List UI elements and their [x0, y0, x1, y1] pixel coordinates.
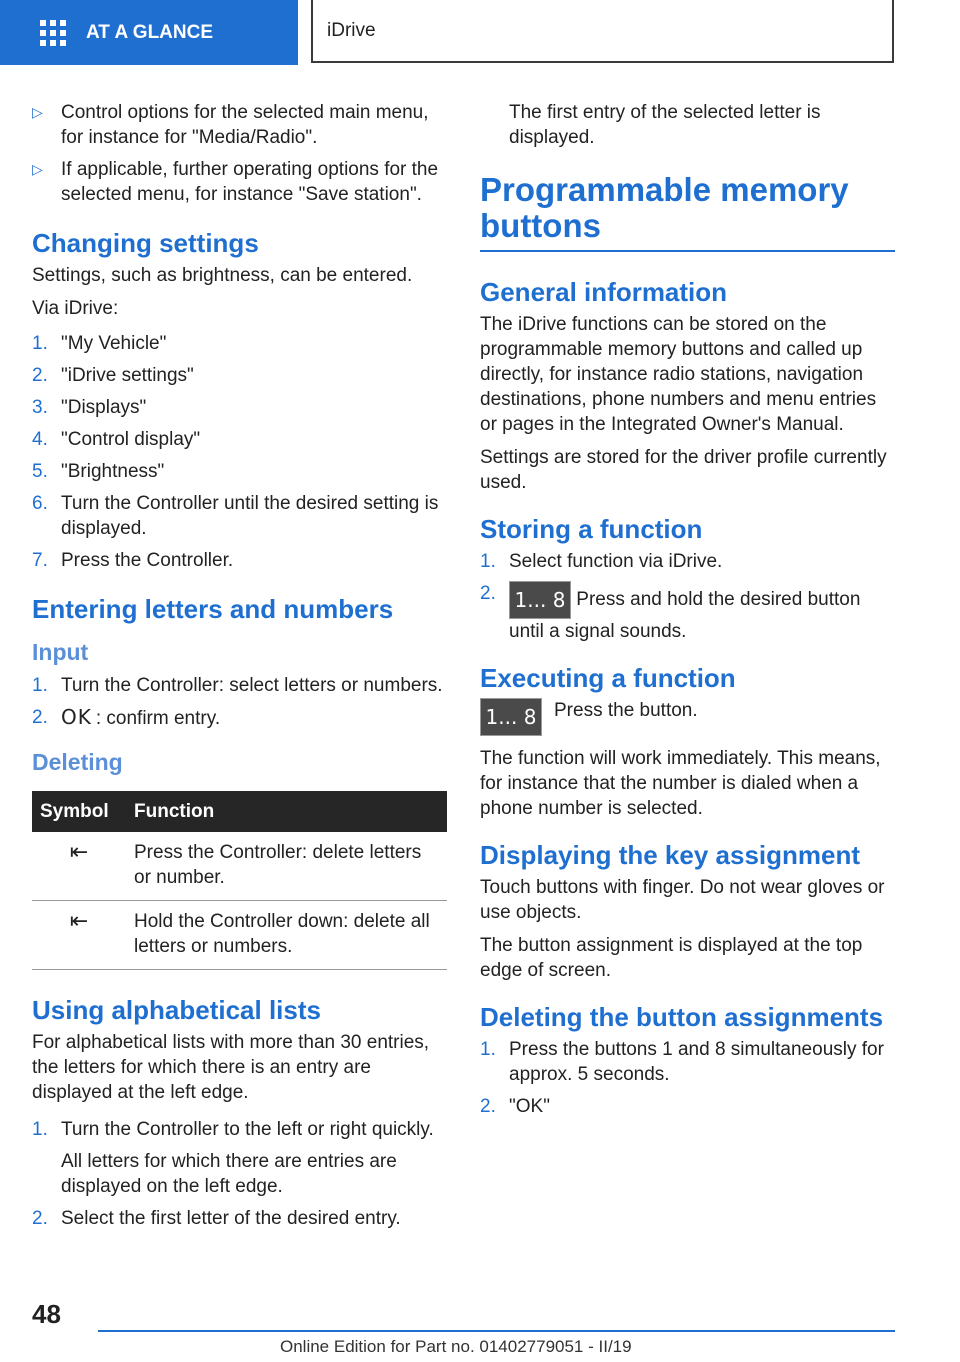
paragraph: Via iDrive:: [32, 298, 119, 319]
step-item: 7. Press the Controller.: [32, 550, 234, 571]
paragraph: Settings, such as brightness, can be entered.: [32, 265, 413, 286]
heading-programmable-buttons: Programmable memory buttons: [480, 172, 895, 252]
bullet-list: [32, 100, 447, 207]
symbol-table: [32, 791, 447, 970]
step-item: 1. Turn the Controller to the left or right quickly. All letters for which there are entries are displayed on the left edge.: [32, 1117, 447, 1199]
paragraph: The function will work immediately. This means, for instance that the number is dialed when a phone number is selected.: [480, 748, 881, 819]
step-item: 2. Select the first letter of the desired entry.: [32, 1208, 401, 1229]
heading-storing: Storing a function: [480, 514, 703, 544]
paragraph: The iDrive functions can be stored on the programmable memory buttons and called up directly, for instance radio stations, navigation destinations, phone numbers and menu entries or pages in the Integrated Owner's Manual.: [480, 314, 877, 435]
step-item: 4. "Control display": [32, 429, 201, 450]
heading-deleting-assignments: Deleting the button assignments: [480, 1002, 884, 1032]
steps-list: [32, 331, 447, 573]
step-item: 1. "My Vehicle": [32, 333, 167, 354]
table-header-row: [32, 791, 447, 832]
section-title-box: [311, 0, 894, 63]
paragraph: The first entry of the selected letter is displayed.: [509, 102, 821, 148]
delete-back-icon: ⇤: [32, 832, 126, 901]
paragraph: Touch buttons with finger. Do not wear gloves or use objects.: [480, 877, 885, 923]
step-item: 2. OK : confirm entry.: [32, 705, 221, 729]
memory-button-icon: 1... 8: [509, 581, 571, 619]
exec-row: [480, 698, 895, 736]
list-item: ▷ If applicable, further operating options for the selected menu, for instance "Save station".: [32, 159, 439, 205]
step-item: 1. Select function via iDrive.: [480, 551, 723, 572]
table-cell: Hold the Controller down: delete all letters or numbers.: [126, 901, 447, 970]
paragraph: Settings are stored for the driver profile currently used.: [480, 447, 887, 493]
step-item: 6. Turn the Controller until the desired setting is displayed.: [32, 493, 439, 539]
step-item: 2. "iDrive settings": [32, 365, 194, 386]
section-tab-label: AT A GLANCE: [86, 22, 214, 43]
memory-button-icon: 1... 8: [480, 698, 542, 736]
heading-deleting: Deleting: [32, 749, 123, 775]
heading-entering: Entering letters and numbers: [32, 594, 394, 624]
step-item: 1. Press the buttons 1 and 8 simultaneously for approx. 5 seconds.: [480, 1039, 884, 1085]
left-column: [32, 100, 447, 1238]
step-item: 5. "Brightness": [32, 461, 165, 482]
table-header: Symbol: [32, 791, 126, 832]
paragraph: For alphabetical lists with more than 30 entries, the letters for which there is an entry are displayed at the left edge.: [32, 1032, 430, 1103]
grid-icon: [40, 20, 66, 46]
list-item: ▷ Control options for the selected main menu, for instance for "Media/Radio".: [32, 102, 429, 148]
heading-general-info: General information: [480, 277, 728, 307]
ok-icon: OK: [61, 705, 92, 729]
step-item: 2. 1... 8 Press and hold the desired button until a signal sounds.: [480, 583, 861, 642]
triangle-bullet-icon: ▷: [32, 161, 43, 177]
section-tab[interactable]: [0, 0, 298, 65]
steps-list: [480, 1037, 895, 1119]
step-item: 1. Turn the Controller: select letters or numbers.: [32, 675, 443, 696]
section-title: iDrive: [327, 20, 376, 41]
table-header: Function: [126, 791, 447, 832]
steps-list: [480, 549, 895, 644]
paragraph: The button assignment is displayed at the top edge of screen.: [480, 935, 863, 981]
right-column: [480, 100, 895, 1126]
page-number: 48: [32, 1299, 61, 1329]
heading-changing-settings: Changing settings: [32, 228, 259, 258]
triangle-bullet-icon: ▷: [32, 104, 43, 120]
footer-divider: [98, 1330, 895, 1332]
table-row: [32, 832, 447, 901]
steps-list: [32, 673, 447, 731]
footer-edition: Online Edition for Part no. 01402779051 - II/19: [280, 1337, 632, 1356]
table-cell: Press the Controller: delete letters or number.: [126, 832, 447, 901]
heading-input: Input: [32, 639, 89, 665]
delete-back-icon: ⇤: [32, 901, 126, 970]
paragraph: Press the button.: [554, 700, 698, 721]
heading-executing: Executing a function: [480, 663, 736, 693]
step-note: All letters for which there are entries are displayed on the left edge.: [61, 1151, 397, 1197]
step-item: 2. "OK": [480, 1096, 550, 1117]
steps-list: [32, 1117, 447, 1231]
table-row: [32, 901, 447, 970]
step-item: 3. "Displays": [32, 397, 147, 418]
heading-displaying: Displaying the key assignment: [480, 840, 861, 870]
heading-alpha-lists: Using alphabetical lists: [32, 995, 321, 1025]
